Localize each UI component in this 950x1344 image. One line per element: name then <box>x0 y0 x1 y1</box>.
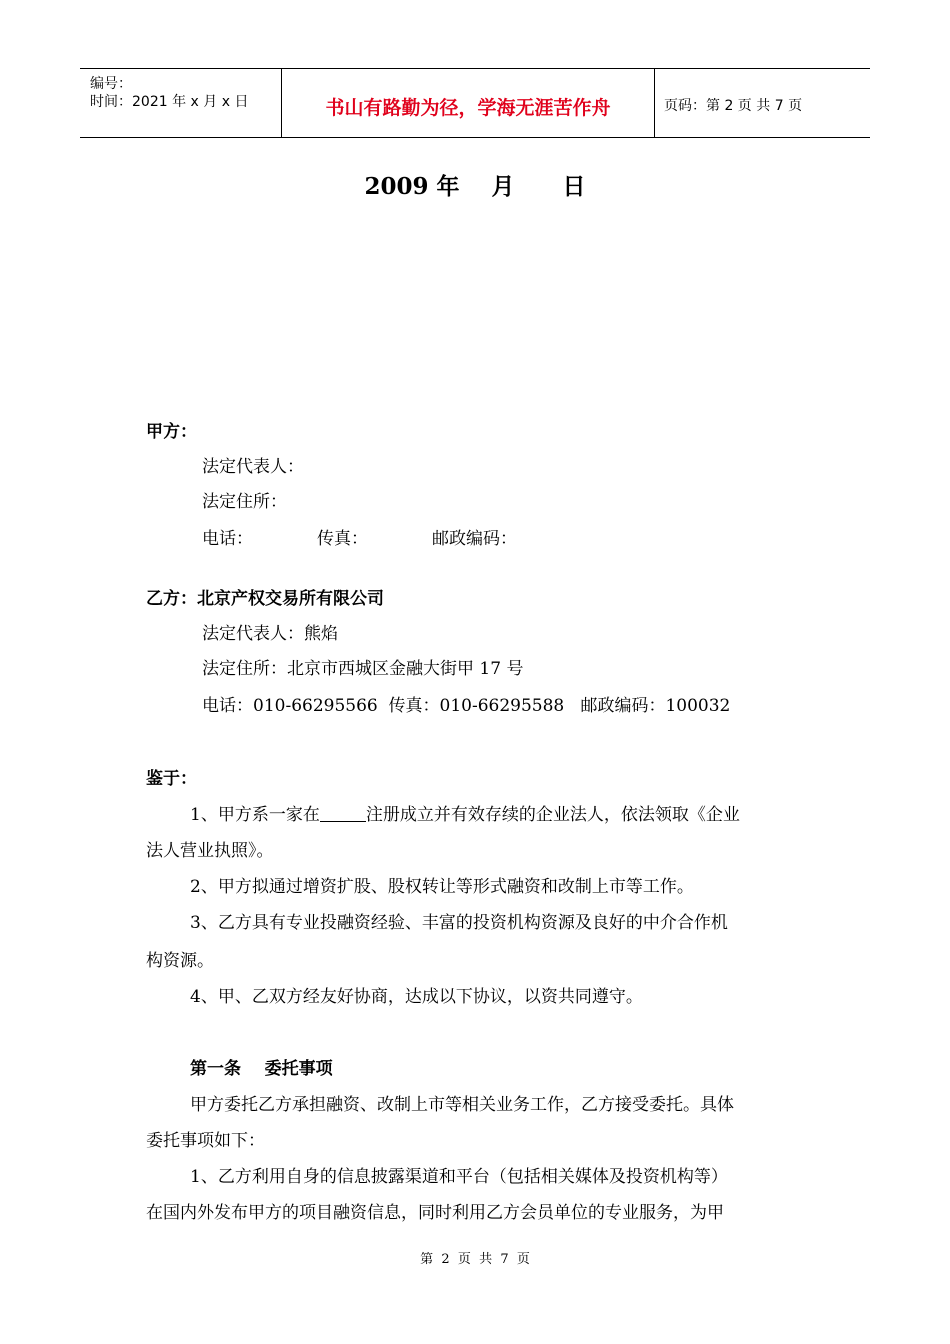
page-header <box>80 68 870 138</box>
header-meta-cell <box>80 69 282 137</box>
blank-line <box>320 803 366 822</box>
whereas-item-1-start: 1、甲方系一家在 <box>190 805 320 825</box>
whereas-item-3: 3、乙方具有专业投融资经验、丰富的投资机构资源及良好的中介合作机 <box>190 913 728 933</box>
article-1-paragraph-continued: 委托事项如下： <box>146 1131 265 1151</box>
whereas-heading: 鉴于： <box>146 769 197 789</box>
party-a-postcode: 邮政编码： <box>432 529 517 549</box>
party-a-heading: 甲方： <box>146 422 197 442</box>
party-a-address: 法定住所： <box>202 492 287 512</box>
header-motto: 书山有路勤为径，学海无涯苦作舟 <box>325 97 611 119</box>
article-1-item-1: 1、乙方利用自身的信息披露渠道和平台（包括相关媒体及投资机构等） <box>190 1167 728 1187</box>
party-b-representative: 法定代表人：熊焰 <box>202 624 338 644</box>
article-1-item-1-continued: 在国内外发布甲方的项目融资信息，同时利用乙方会员单位的专业服务，为甲 <box>146 1203 724 1223</box>
header-page-cell <box>655 69 870 137</box>
page-footer: 第 2 页 共 7 页 <box>420 1252 530 1267</box>
article-1-paragraph: 甲方委托乙方承担融资、改制上市等相关业务工作，乙方接受委托。具体 <box>190 1095 734 1115</box>
header-page-info: 页码：第 2 页 共 7 页 <box>664 98 803 114</box>
party-b-contact: 电话：010-66295566 传真：010-66295588 邮政编码：100032 <box>202 696 731 716</box>
article-1-heading: 第一条 委托事项 <box>190 1059 333 1079</box>
party-b-address: 法定住所：北京市西城区金融大街甲 17 号 <box>202 659 524 679</box>
document-number-label: 编号： <box>90 76 132 92</box>
whereas-item-2: 2、甲方拟通过增资扩股、股权转让等形式融资和改制上市等工作。 <box>190 877 694 897</box>
party-a-phone: 电话： <box>202 529 253 549</box>
party-a-fax: 传真： <box>317 529 368 549</box>
document-time-label: 时间：2021 年 x 月 x 日 <box>90 94 249 110</box>
party-b-heading: 乙方：北京产权交易所有限公司 <box>146 589 384 609</box>
whereas-item-1-continued: 法人营业执照》。 <box>146 841 274 861</box>
whereas-item-1-end: 注册成立并有效存续的企业法人，依法领取《企业 <box>365 805 740 825</box>
whereas-item-3-continued: 构资源。 <box>146 951 214 971</box>
date-title: 2009 年 月 日 <box>364 173 586 200</box>
header-motto-cell <box>282 69 655 137</box>
whereas-item-1 <box>190 803 740 827</box>
party-a-representative: 法定代表人： <box>202 457 304 477</box>
whereas-item-4: 4、甲、乙双方经友好协商，达成以下协议，以资共同遵守。 <box>190 987 643 1007</box>
